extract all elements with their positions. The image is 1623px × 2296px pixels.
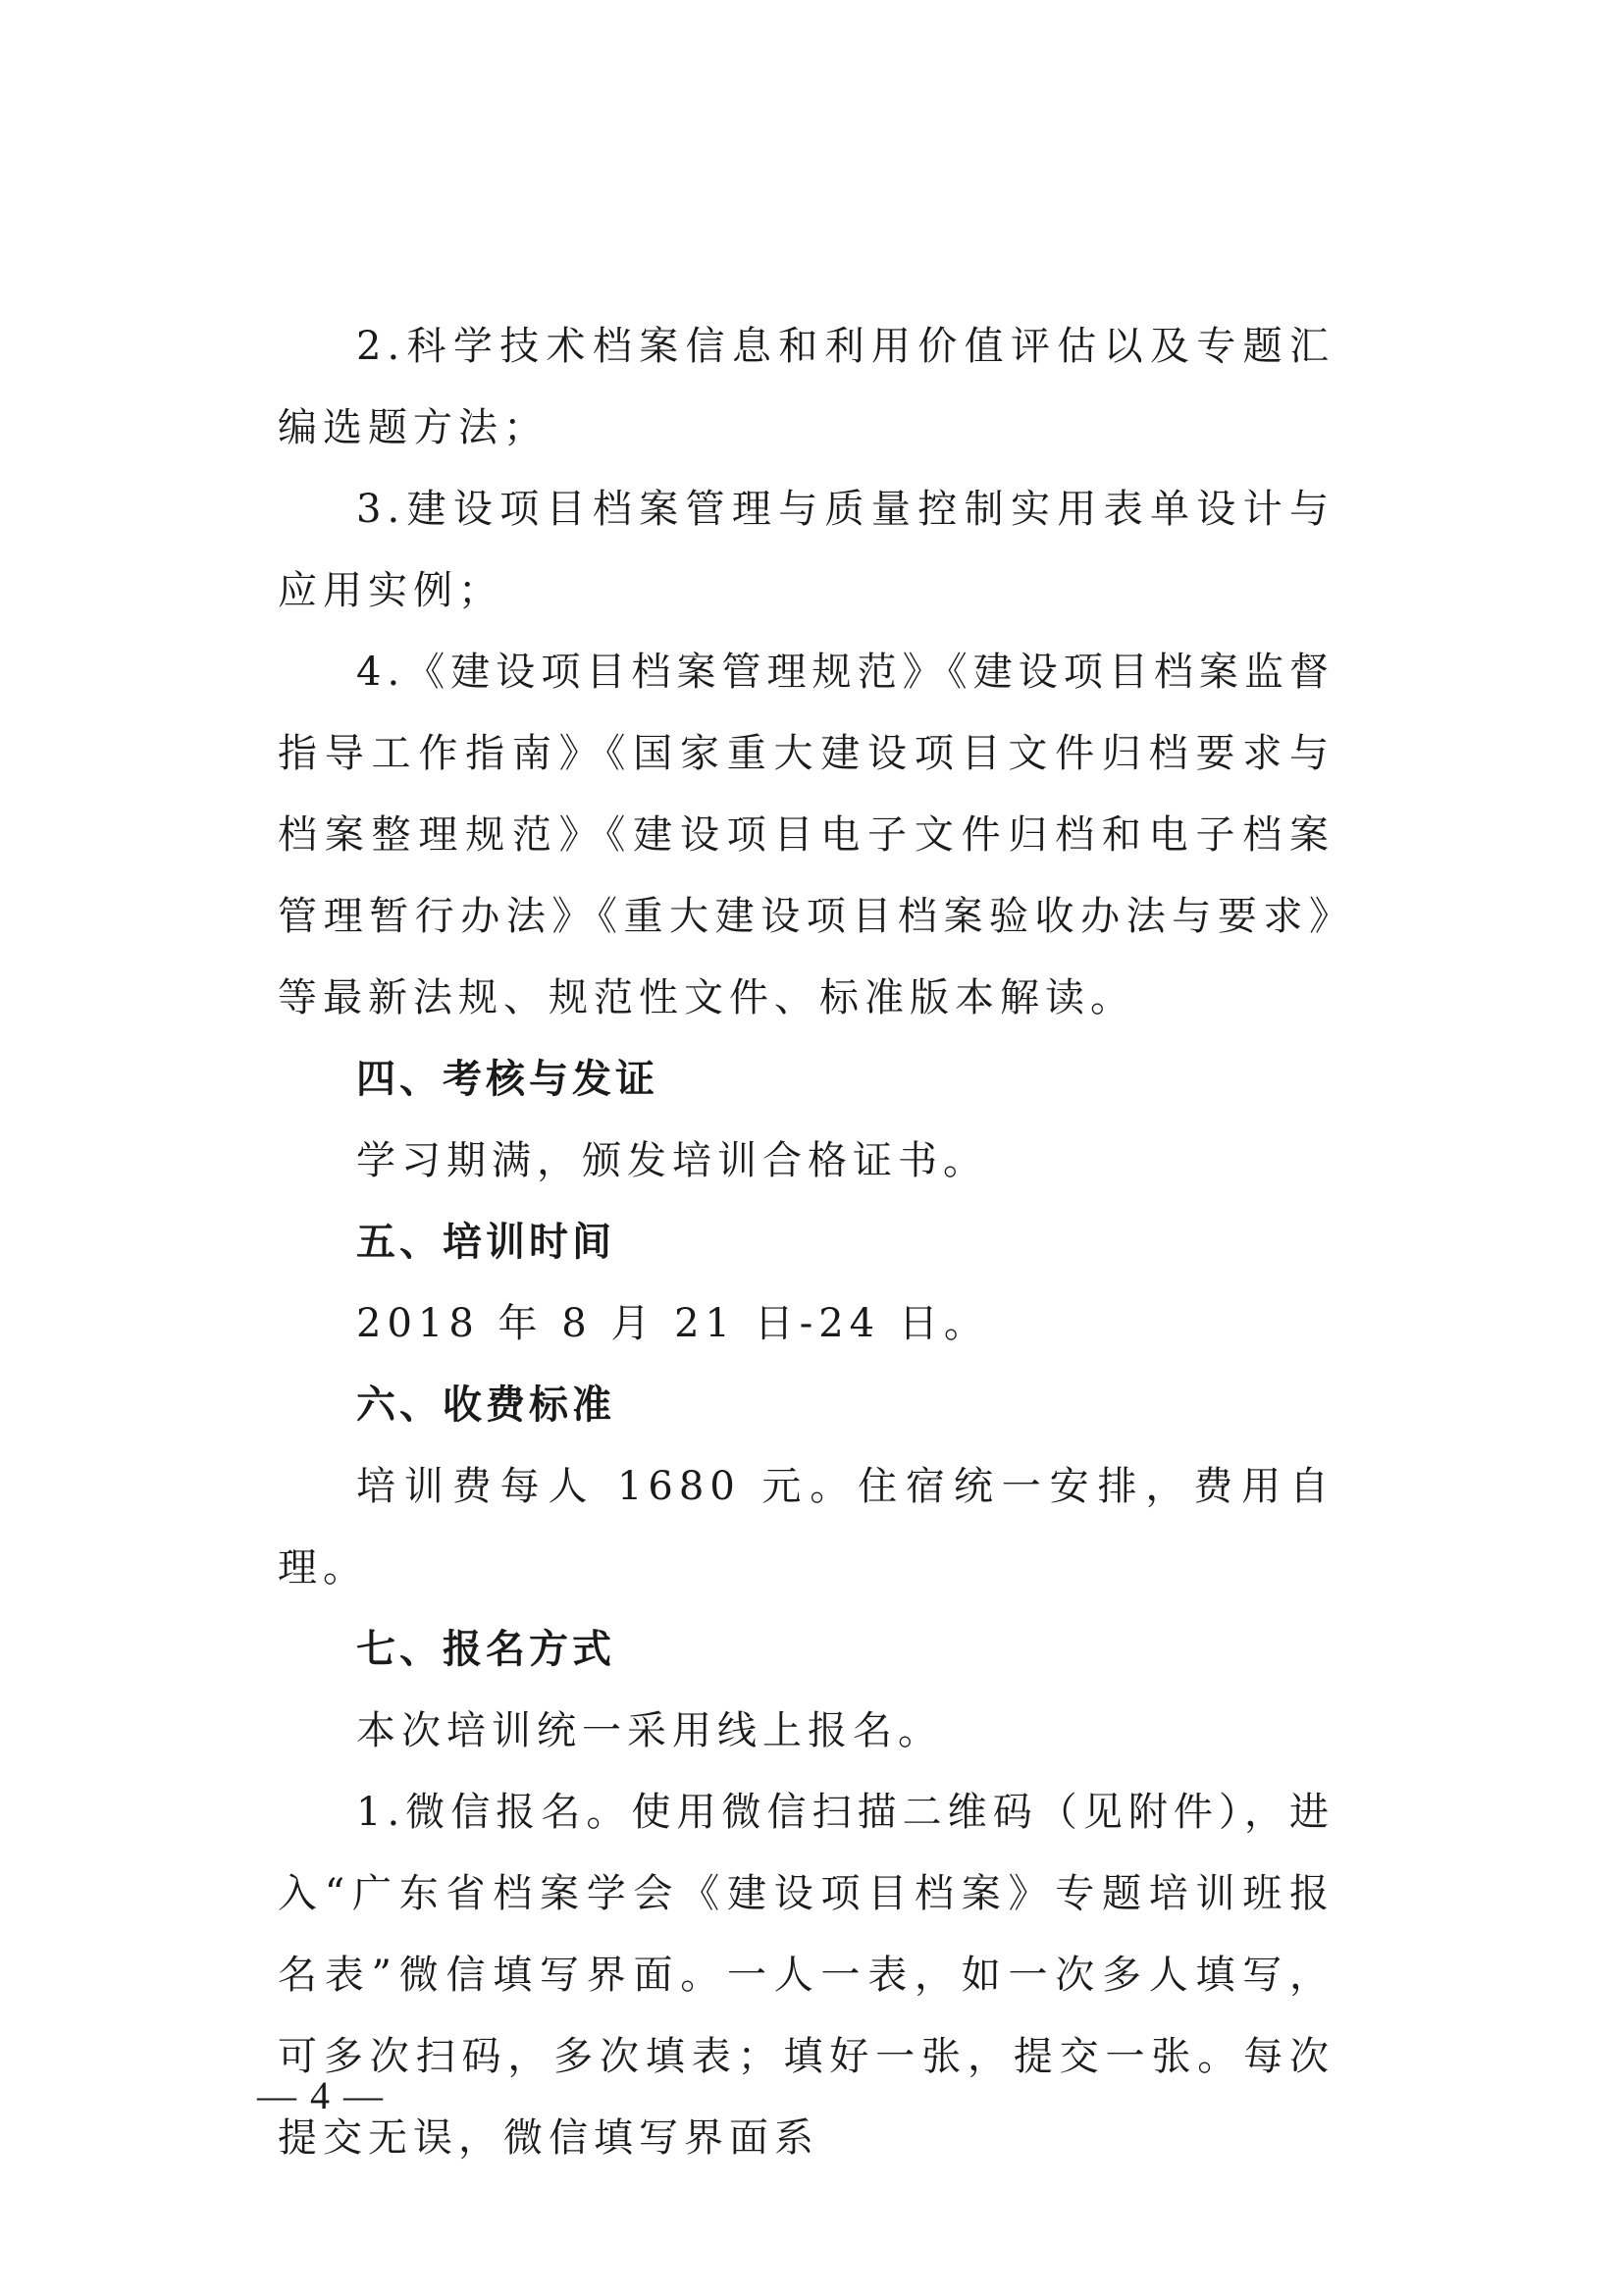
section-text-fees: 培训费每人 1680 元。住宿统一安排，费用自理。 (278, 1464, 1335, 1591)
section-heading-assessment: 四、考核与发证 (356, 1057, 658, 1102)
section-text-training-time: 2018 年 8 月 21 日-24 日。 (356, 1301, 989, 1346)
list-item-3: 3.建设项目档案管理与质量控制实用表单设计与应用实例； (278, 487, 1335, 613)
document-body (278, 306, 1335, 2179)
section-text-registration: 本次培训统一采用线上报名。 (356, 1708, 943, 1753)
section-heading-training-time: 五、培训时间 (356, 1220, 615, 1265)
section-text-assessment: 学习期满，颁发培训合格证书。 (356, 1138, 988, 1183)
list-item-4: 4.《建设项目档案管理规范》《建设项目档案监督指导工作指南》《国家重大建设项目文件归档要求与档案整理规范》《建设项目电子文件归档和电子档案管理暂行办法》《重大建设项目档案验收办法与要求》等最新法规、规范性文件、标准版本解读。 (278, 650, 1335, 1020)
list-item-2: 2.科学技术档案信息和利用价值评估以及专题汇编选题方法； (278, 324, 1335, 450)
page-number: — 4 — (257, 2073, 385, 2117)
section-heading-fees: 六、收费标准 (356, 1383, 615, 1428)
section-heading-registration: 七、报名方式 (356, 1627, 615, 1672)
registration-item-1: 1.微信报名。使用微信扫描二维码（见附件），进入“广东省档案学会《建设项目档案》专题培训班报名表”微信填写界面。一人一表，如一次多人填写，可多次扫码，多次填表；填好一张，提交一张。每次提交无误，微信填写界面系 (278, 1790, 1335, 2161)
